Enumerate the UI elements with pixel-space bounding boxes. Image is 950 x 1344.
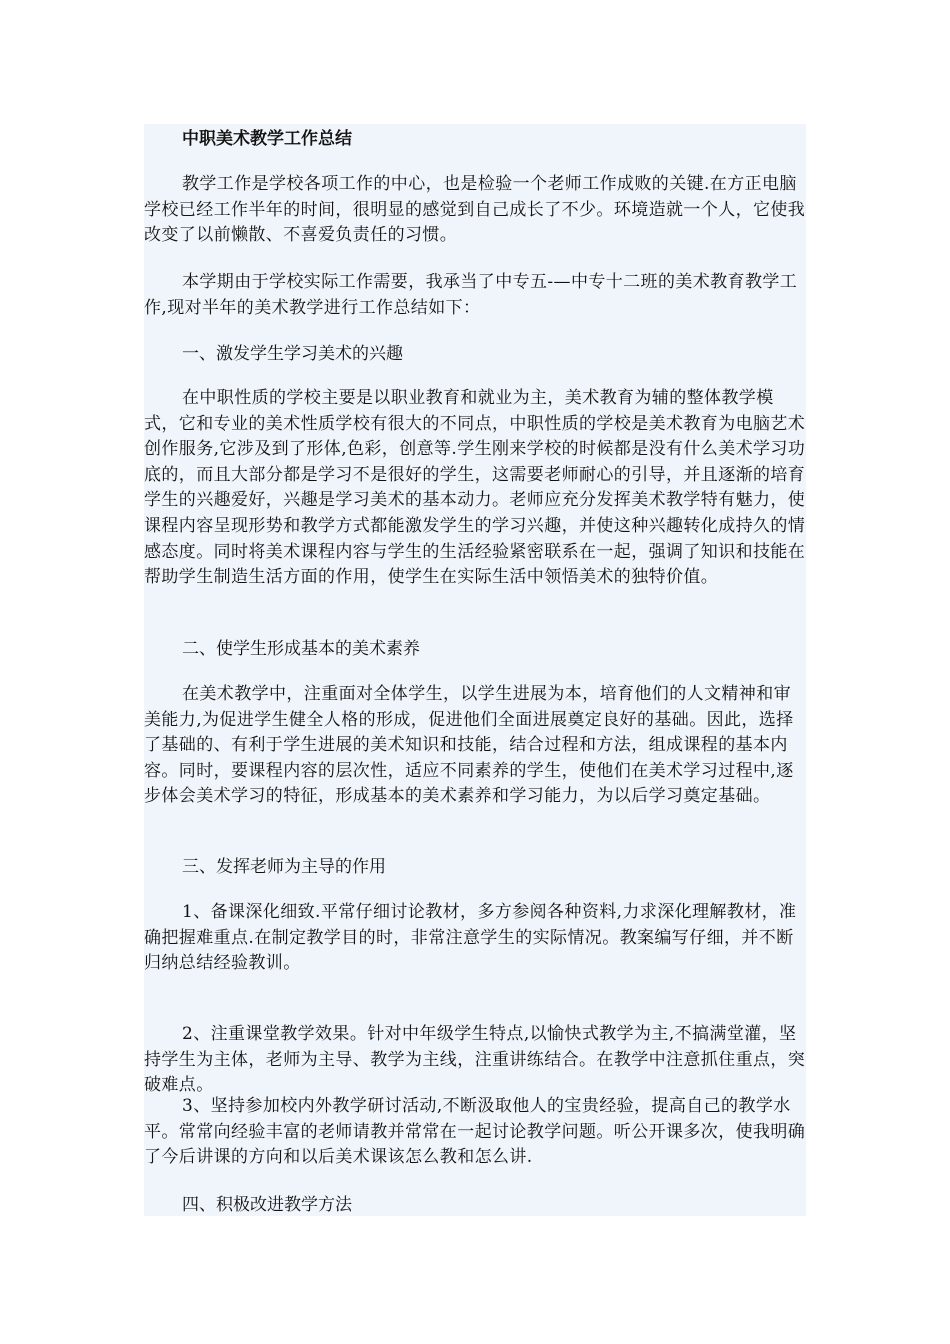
section-1-paragraph: 在中职性质的学校主要是以职业教育和就业为主，美术教育为辅的整体教学模式，它和专业的美术性质学校有很大的不同点，中职性质的学校是美术教育为电脑艺术创作服务,它涉及到了形体,色彩，创意等.学生刚来学校的时候都是没有什么美术学习功底的，而且大部分都是学习不是很好的学生，这需要老师耐心的引导，并且逐渐的培育学生的兴趣爱好，兴趣是学习美术的基本动力。老师应充分发挥美术教学特有魅力，使课程内容呈现形势和教学方式都能激发学生的学习兴趣，并使这种兴趣转化成持久的情感态度。同时将美术课程内容与学生的生活经验紧密联系在一起，强调了知识和技能在帮助学生制造生活方面的作用，使学生在实际生活中领悟美术的独特价值。 <box>144 388 806 588</box>
section-heading-2: 二、使学生形成基本的美术素养 <box>182 639 420 659</box>
section-3-item-2: 2、注重课堂教学效果。针对中年级学生特点,以愉快式教学为主,不搞满堂灌，坚持学生为主体，老师为主导、教学为主线，注重讲练结合。在教学中注意抓住重点，突破难点。 <box>144 1024 806 1096</box>
intro-paragraph: 教学工作是学校各项工作的中心，也是检验一个老师工作成败的关键.在方正电脑学校已经工作半年的时间，很明显的感觉到自己成长了不少。环境造就一个人，它使我改变了以前懒散、不喜爱负责任的习惯。 <box>144 174 806 246</box>
section-2-paragraph: 在美术教学中，注重面对全体学生，以学生进展为本，培育他们的人文精神和审美能力,为促进学生健全人格的形成，促进他们全面进展奠定良好的基础。因此，选择了基础的、有利于学生进展的美术知识和技能，结合过程和方法，组成课程的基本内容。同时，要课程内容的层次性，适应不同素养的学生，使他们在美术学习过程中,逐步体会美术学习的特征，形成基本的美术素养和学习能力，为以后学习奠定基础。 <box>144 684 794 807</box>
section-3-item-1: 1、备课深化细致.平常仔细讨论教材，多方参阅各种资料,力求深化理解教材，准确把握难重点.在制定教学目的时，非常注意学生的实际情况。教案编写仔细，并不断归纳总结经验教训。 <box>144 902 797 974</box>
section-heading-3: 三、发挥老师为主导的作用 <box>182 857 386 877</box>
semester-paragraph: 本学期由于学校实际工作需要，我承当了中专五-—中专十二班的美术教育教学工作,现对半年的美术教学进行工作总结如下： <box>144 272 798 318</box>
document-title: 中职美术教学工作总结 <box>182 129 352 149</box>
section-3-item-3: 3、坚持参加校内外教学研讨活动,不断汲取他人的宝贵经验，提高自己的教学水平。常常向经验丰富的老师请教并常常在一起讨论教学问题。听公开课多次，使我明确了今后讲课的方向和以后美术课该怎么教和怎么讲. <box>144 1096 806 1168</box>
section-heading-1: 一、激发学生学习美术的兴趣 <box>182 344 403 364</box>
section-heading-4: 四、积极改进教学方法 <box>182 1195 352 1215</box>
